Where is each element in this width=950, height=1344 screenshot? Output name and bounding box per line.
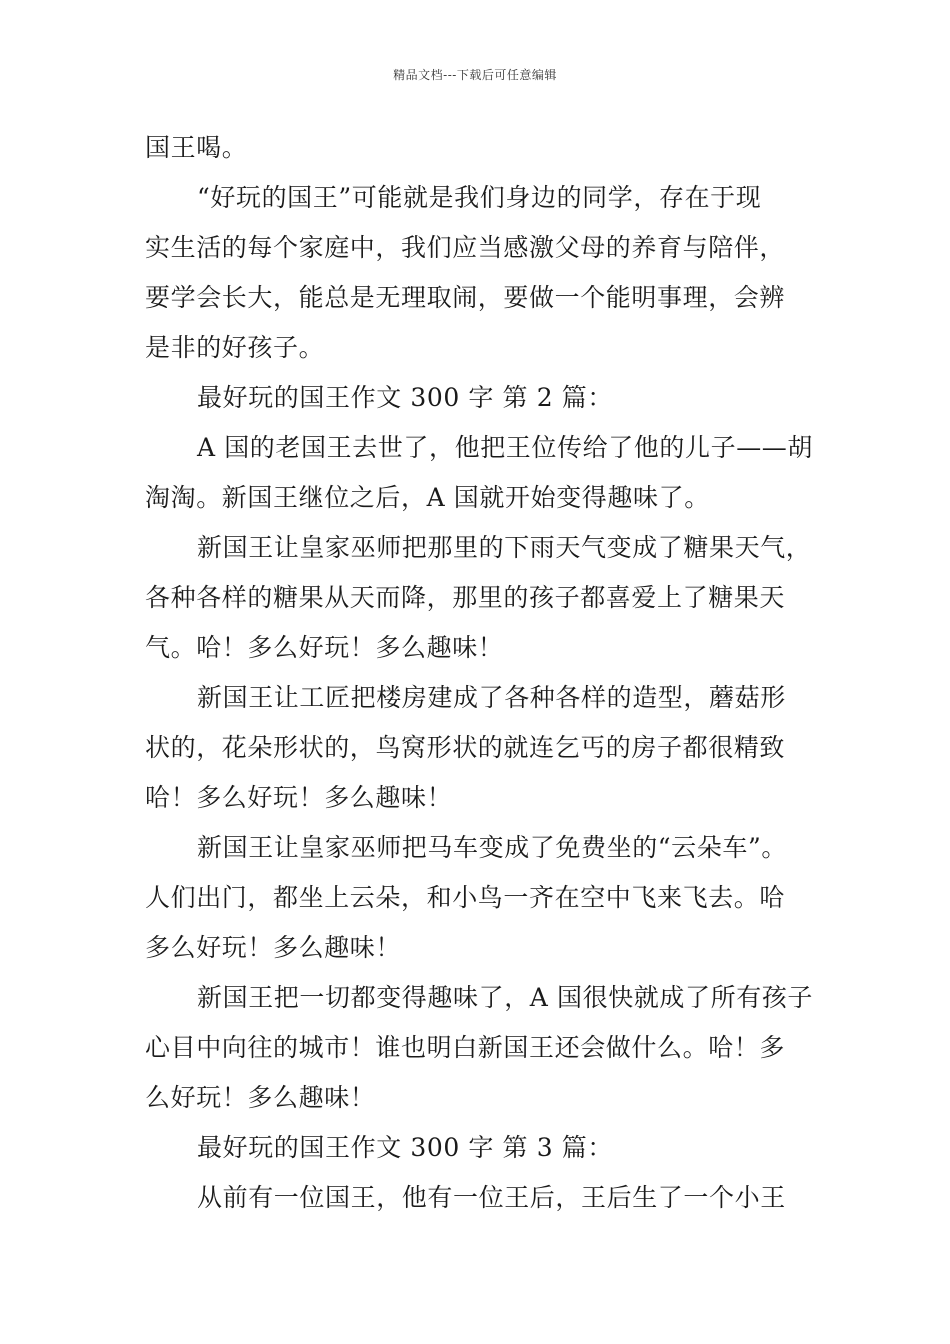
text-line: 各种各样的糖果从天而降，那里的孩子都喜爱上了糖果天 [145,583,786,612]
text-line: 淘淘。新国王继位之后，A 国就开始变得趣味了。 [145,483,710,512]
text-line: 状的，花朵形状的，鸟窝形状的就连乞丐的房子都很精致 [145,733,786,762]
text-line: 是非的好孩子。 [145,333,325,362]
text-line: 气。哈！多么好玩！多么趣味！ [145,633,504,662]
text-line: 心目中向往的城市！谁也明白新国王还会做什么。哈！多 [145,1033,786,1062]
text-line: 多么好玩！多么趣味！ [145,933,402,962]
text-line: 人们出门，都坐上云朵，和小鸟一齐在空中飞来飞去。哈 [145,883,786,912]
text-line: 么好玩！多么趣味！ [145,1083,376,1112]
text-line: 最好玩的国王作文 300 字 第 3 篇： [197,1133,613,1162]
text-line: 新国王让皇家巫师把马车变成了免费坐的“云朵车”。 [197,833,787,862]
text-line: 新国王把一切都变得趣味了，A 国很快就成了所有孩子 [197,983,814,1012]
text-line: 从前有一位国王，他有一位王后，王后生了一个小王 [197,1183,786,1212]
text-line: “好玩的国王”可能就是我们身边的同学，存在于现 [197,183,762,212]
text-line: 国王喝。 [145,133,248,162]
text-line: 哈！多么好玩！多么趣味！ [145,783,453,812]
text-line: 新国王让工匠把楼房建成了各种各样的造型，蘑菇形 [197,683,786,712]
text-line: 最好玩的国王作文 300 字 第 2 篇： [197,383,613,412]
document-body [145,123,815,1223]
text-line: 实生活的每个家庭中，我们应当感激父母的养育与陪伴， [145,233,786,262]
page-header: 精品文档---下载后可任意编辑 [393,68,557,82]
text-line: A 国的老国王去世了，他把王位传给了他的儿子——胡 [197,433,814,462]
text-line: 要学会长大，能总是无理取闹，要做一个能明事理，会辨 [145,283,786,312]
text-line: 新国王让皇家巫师把那里的下雨天气变成了糖果天气， [197,533,812,562]
